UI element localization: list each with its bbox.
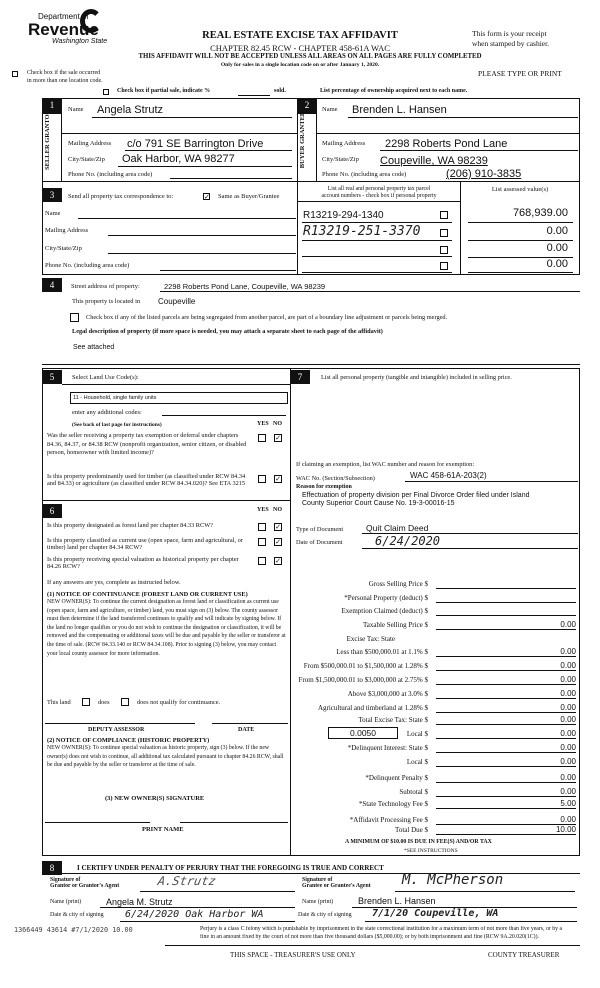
correspondence-name-label: Name [45,210,61,217]
correspondence-name-field[interactable] [78,218,296,219]
tax-row-label: Local $ [406,730,428,738]
personal-property-checkbox[interactable] [440,246,448,254]
multi-location-label-1: Check box if the sale occurred [27,70,101,76]
claiming-exemption-label: If claiming an exemption, list WAC number and reason for exemption: [296,461,475,468]
form-only-for: Only for sales in a single location code on or after January 1, 2020. [220,62,380,68]
grantee-signature-label-2: Grantee or Grantee's Agent [302,883,371,889]
tax-row-value[interactable]: 0.00 [436,743,576,753]
assessed-value[interactable]: 768,939.00 [512,207,568,219]
same-as-buyer-label: Same as Buyer/Grantee [218,193,280,200]
notice-continuance-text: NEW OWNER(S): To continue the current designation as forest land or classification as current use (open space, farm and agriculture, or timber) land, you must sign on (3) below. The county assessor must then determine if the land transferred continues to qualify and will indicate by signing below. If the land no longer qualifies or you do not wish to continue the designation or classification, it will be removed and the compensating or additional taxes will be due and payable by the seller or transferor at the time of sale. (RCW 84.33.140 or RCW 84.34.108). Prior to signing (3) below, you may contact your local county assessor for more information. [47,599,286,657]
seller-phone-field[interactable] [170,178,292,179]
print-name-label: PRINT NAME [142,826,184,833]
assessed-value-header: List assessed value(s) [491,186,549,193]
partial-sold-label: sold. [274,88,286,94]
correspondence-phone-field[interactable] [160,270,296,271]
correspondence-city-field[interactable] [108,253,296,254]
reason-line-1[interactable]: Effectuation of property division per Final Divorce Order filed under Island [302,492,530,499]
no-header: NO [273,421,282,427]
personal-property-checkbox[interactable] [440,211,448,219]
seller-phone-label: Phone No. (including area code) [68,171,153,178]
new-owner-signature-label: (3) NEW OWNER(S) SIGNATURE [105,795,205,802]
buyer-city-label: City/State/Zip [322,156,359,163]
tax-row-value[interactable]: 0.00 [436,675,576,685]
seller-side-label: SELLER GRANTOR [44,109,51,170]
form-warning: THIS AFFIDAVIT WILL NOT BE ACCEPTED UNLESS ALL AREAS ON ALL PAGES ARE FULLY COMPLETED [138,53,482,60]
parcel-number[interactable] [302,256,452,257]
receipt-note-1: This form is your receipt [472,29,547,38]
street-address-label: Street address of property: [71,283,140,290]
partial-percent-field[interactable] [238,95,270,96]
document-type-value[interactable]: Quit Claim Deed [366,523,429,533]
tax-row-label: *Delinquent Penalty $ [365,774,428,782]
legal-description-value[interactable]: See attached [73,344,115,351]
grantor-signature-label-2: Grantor or Grantor's Agent [50,883,120,889]
tax-row-value[interactable] [436,593,576,603]
located-in-value[interactable]: Coupeville [158,297,196,306]
grantee-date-city[interactable]: 7/1/20 Coupeville, WA [372,908,499,919]
perjury-note-2: fine in an amount fixed by the court of not more than five thousand dollars ($5,000.00); or by both imprisonment and fine (RCW 9A.20.020(1C)). [200,934,539,940]
deputy-assessor-field[interactable] [45,723,195,724]
grantor-date-label: Date & city of signing [50,912,104,918]
timber-yes-checkbox[interactable] [258,475,266,483]
seller-city-label: City/State/Zip [68,156,105,163]
yes-header: YES [257,507,269,513]
notice-compliance-title: (2) NOTICE OF COMPLIANCE (HISTORIC PROPERTY) [47,737,210,744]
parcel-number[interactable]: R13219-251-3370 [303,224,421,239]
tax-row-value[interactable]: 0.00 [436,757,576,767]
buyer-address-label: Mailing Address [322,140,366,147]
tax-row-value[interactable]: 0.00 [436,787,576,797]
partial-sale-checkbox[interactable] [103,89,109,95]
located-in-label: This property is located in [72,298,141,305]
tax-row-value[interactable]: 0.00 [436,620,576,630]
grantor-name-label: Name (print) [50,899,82,905]
tax-row-label: *State Technology Fee $ [358,800,428,808]
parcel-number[interactable]: R13219-294-1340 [303,210,384,221]
grantor-signature[interactable]: A.Strutz [156,874,218,888]
form-chapter: CHAPTER 82.45 RCW - CHAPTER 458-61A WAC [210,43,390,53]
tax-row-value[interactable] [436,579,576,589]
tax-row-value[interactable]: 0.00 [436,729,576,739]
correspondence-city-label: City/State/Zip [45,245,82,252]
grantee-name-label: Name (print) [302,899,334,905]
section-7-number: 7 [290,370,310,384]
section-1-number: 1 [42,98,62,114]
tax-row-value[interactable]: 0.00 [436,715,576,725]
tax-row-label: Above $3,000,000 at 3.0% $ [347,690,428,698]
current-use-question: Is this property classified as current use (open space, farm and agricultural, or timber) land per chapter 84.34 RCW? [47,537,243,551]
does-not-label: does not qualify for continuance. [137,699,221,706]
historic-no-checkbox[interactable]: ✓ [275,557,281,565]
document-date-label: Date of Document [296,539,343,546]
buyer-name-value[interactable]: Brenden L. Hansen [352,104,447,116]
tax-row-value[interactable]: 5.00 [436,799,576,809]
does-qualify-checkbox[interactable] [82,698,90,706]
additional-codes-field[interactable] [162,415,286,416]
assessed-value[interactable]: 0.00 [546,225,568,237]
if-any-note: If any answers are yes, complete as instructed below. [47,579,181,586]
timber-no-checkbox[interactable]: ✓ [275,475,281,483]
assessor-date-label: DATE [238,727,255,733]
forest-yes-checkbox[interactable] [258,523,266,531]
tax-row-label: Agricultural and timberland at 1.28% $ [317,704,428,712]
parcel-header-1: List all real and personal property tax parcel [327,186,431,192]
grantee-name-value[interactable]: Brenden L. Hansen [358,896,436,906]
see-instructions-note: *SEE INSTRUCTIONS [404,848,458,854]
receipt-note-2: when stamped by cashier. [472,39,550,48]
treasurer-use-label: THIS SPACE - TREASURER'S USE ONLY [230,951,356,959]
personal-property-checkbox[interactable] [440,229,448,237]
historic-yes-checkbox[interactable] [258,557,266,565]
section-6-number: 6 [42,504,62,518]
certify-statement: I CERTIFY UNDER PENALTY OF PERJURY THAT THE FOREGOING IS TRUE AND CORRECT [77,864,384,872]
forest-no-checkbox[interactable]: ✓ [275,523,281,531]
tax-row-label: Total Due $ [395,826,428,834]
land-use-title: Select Land Use Code(s): [72,374,139,381]
seller-name-label: Name [68,106,84,113]
section-2-number: 2 [297,98,317,114]
minimum-note: A MINIMUM OF $10.00 IS DUE IN FEE(S) AND/OR TAX [345,839,492,845]
local-rate-field[interactable]: 0.0050 [328,727,398,739]
personal-property-checkbox[interactable] [440,262,448,270]
tax-row-label: *Personal Property (deduct) $ [344,594,428,602]
recording-stamp: 1366449 43614 #7/1/2020 10.00 [14,926,133,934]
buyer-phone-value[interactable]: (206) 910-3835 [446,168,522,180]
tax-row-label: From $1,500,000.01 to $3,000,000 at 2.75% $ [298,676,428,684]
segregated-checkbox[interactable] [70,313,79,322]
exemption-no-checkbox[interactable]: ✓ [275,434,281,442]
multi-location-label-2: in more than one location code. [27,78,103,84]
wac-value[interactable]: WAC 458-61A-203(2) [410,471,487,480]
grantor-name-value[interactable]: Angela M. Strutz [106,897,173,907]
tax-row-value[interactable]: 0.00 [436,661,576,671]
logo-state: Washington State [52,38,108,45]
tax-row-label: Exemption Claimed (deduct) $ [341,607,428,615]
parcel-header-2: account numbers - check box if personal property [321,193,437,199]
tax-row-label: Taxable Selling Price $ [362,621,428,629]
new-owner-signature-field[interactable] [45,822,150,823]
street-address-value[interactable]: 2298 Roberts Pond Lane, Coupeville, WA 98239 [164,282,326,291]
tax-row-label: Local $ [406,758,428,766]
does-label: does [98,699,110,706]
county-treasurer-label: COUNTY TREASURER [488,951,560,959]
logo-dept: Department of [38,12,89,21]
exemption-question: Was the seller receiving a property tax exemption or deferral under chapters 84.36, 84.37, or 84.38 RCW (nonprofit organization, senior citizen, or disabled person, homeowner with limited income)? [47,432,247,457]
grantor-signature-label-1: Signature of [50,877,81,883]
document-date-value[interactable]: 6/24/2020 [375,534,441,548]
ownership-note: List percentage of ownership acquired next to each name. [320,88,468,94]
parcel-number[interactable] [302,272,452,273]
current-use-yes-checkbox[interactable] [258,538,266,546]
additional-codes-label: enter any additional codes: [72,409,142,416]
multi-location-checkbox[interactable] [12,71,18,77]
partial-sale-label: Check box if partial sale, indicate % [117,88,211,94]
correspondence-address-label: Mailing Address [45,227,89,234]
deputy-assessor-label: DEPUTY ASSESSOR [88,727,145,733]
buyer-phone-label: Phone No. (including area code) [322,171,407,178]
see-back-note: (See back of last page for instructions) [72,422,162,428]
assessed-value[interactable]: 0.00 [546,258,568,270]
tax-row-value[interactable] [436,606,576,616]
section-4-number: 4 [42,278,62,292]
notice-compliance-text: NEW OWNER(S): To continue special valuation as historic property, sign (3) below. If the new owner(s) does not wish to continue, all additional tax calculated pursuant to chapter 84.26 RCW, shall be due and payable by the seller or transferor at the time of sale. [47,745,284,769]
tax-row-label: *Delinquent Interest: State $ [347,744,428,752]
current-use-no-checkbox[interactable]: ✓ [275,538,281,546]
tax-row-label: Subtotal $ [399,788,428,796]
logo-name: Revenue [28,20,99,39]
grantee-signature[interactable]: M. McPherson [402,872,504,888]
grantor-date-city[interactable]: 6/24/2020 Oak Harbor WA [125,909,264,920]
perjury-note-1: Perjury is a class C felony which is punishable by imprisonment in the state correctional institution for a maximum term of not more than five years, or by a [200,926,563,932]
tax-row-label: *Affidavit Processing Fee $ [349,816,428,824]
section-3-number: 3 [42,188,62,202]
forest-land-question: Is this property designated as forest land per chapter 84.33 RCW? [47,522,213,529]
seller-city-value[interactable]: Oak Harbor, WA 98277 [122,153,235,165]
yes-header: YES [257,421,269,427]
grantee-signature-label-1: Signature of [302,877,333,883]
buyer-city-value[interactable]: Coupeville, WA 98239 [380,155,488,167]
type-or-print: PLEASE TYPE OR PRINT [478,69,562,78]
legal-description-label: Legal description of property (if more space is needed, you may attach a separate sheet to each page of the affidavit) [72,328,383,335]
tax-row-label: From $500,000.01 to $1,500,000 at 1.28% $ [303,662,428,670]
logo-icon [80,9,102,33]
same-as-buyer-checkbox[interactable]: ✓ [204,193,210,201]
tax-row-value[interactable]: 0.00 [436,647,576,657]
correspondence-phone-label: Phone No. (including area code) [45,262,130,269]
personal-property-title: List all personal property (tangible and intangible) included in selling price. [321,374,512,381]
reason-label: Reason for exemption [296,484,352,490]
new-owner-signature-field-2[interactable] [180,822,288,823]
does-not-qualify-checkbox[interactable] [121,698,129,706]
land-use-code-field[interactable]: 11 - Household, single family units [70,392,288,404]
tax-row-value[interactable]: 0.00 [436,689,576,699]
document-type-label: Type of Document [296,526,344,533]
tax-row-value[interactable]: 10.00 [436,825,576,835]
buyer-name-label: Name [322,106,338,113]
section-8-number: 8 [42,861,62,875]
reason-line-2[interactable]: County Superior Court Cause No. 19-3-00016-15 [302,500,455,507]
tax-row-value[interactable]: 0.00 [436,815,576,825]
form-title: REAL ESTATE EXCISE TAX AFFIDAVIT [202,30,398,41]
historic-question: Is this property receiving special valuation as historical property per chapter 84.26 RCW? [47,556,239,570]
tax-row-value[interactable]: 0.00 [436,773,576,783]
tax-row-value[interactable]: 0.00 [436,703,576,713]
seller-address-label: Mailing Address [68,140,112,147]
buyer-address-value[interactable]: 2298 Roberts Pond Lane [385,138,508,150]
section-5-number: 5 [42,370,62,384]
no-header: NO [273,507,282,513]
notice-continuance-title: (1) NOTICE OF CONTINUANCE (FOREST LAND OR CURRENT USE) [47,591,248,598]
segregated-label: Check box if any of the listed parcels are being segregated from another parcel, are part of a boundary line adjustment or parcels being merged. [86,314,448,321]
buyer-side-label: BUYER GRANTEE [299,111,306,169]
seller-address-value[interactable]: c/o 791 SE Barrington Drive [127,138,264,150]
this-land-label: This land [47,699,71,706]
grantee-date-label: Date & city of signing [298,912,352,918]
wac-label: WAC No. (Section/Subsection) [296,475,375,482]
tax-row-label: Less than $500,000.01 at 1.1% $ [336,648,428,656]
exemption-yes-checkbox[interactable] [258,434,266,442]
seller-name-value[interactable]: Angela Strutz [97,104,164,116]
tax-row-label: Total Excise Tax: State $ [358,716,428,724]
tax-row-label: Excise Tax: State [346,635,395,643]
assessor-date-field[interactable] [212,723,288,724]
correspondence-address-field[interactable] [108,235,296,236]
correspondence-label: Send all property tax correspondence to: [68,193,174,200]
assessed-value[interactable]: 0.00 [546,242,568,254]
timber-question: Is this property predominantly used for timber (as classified under RCW 84.34 and 84.33) or agriculture (as classified under RCW 84.34.020)? See ETA 3215 [47,473,246,487]
tax-row-label: Gross Selling Price $ [368,580,428,588]
